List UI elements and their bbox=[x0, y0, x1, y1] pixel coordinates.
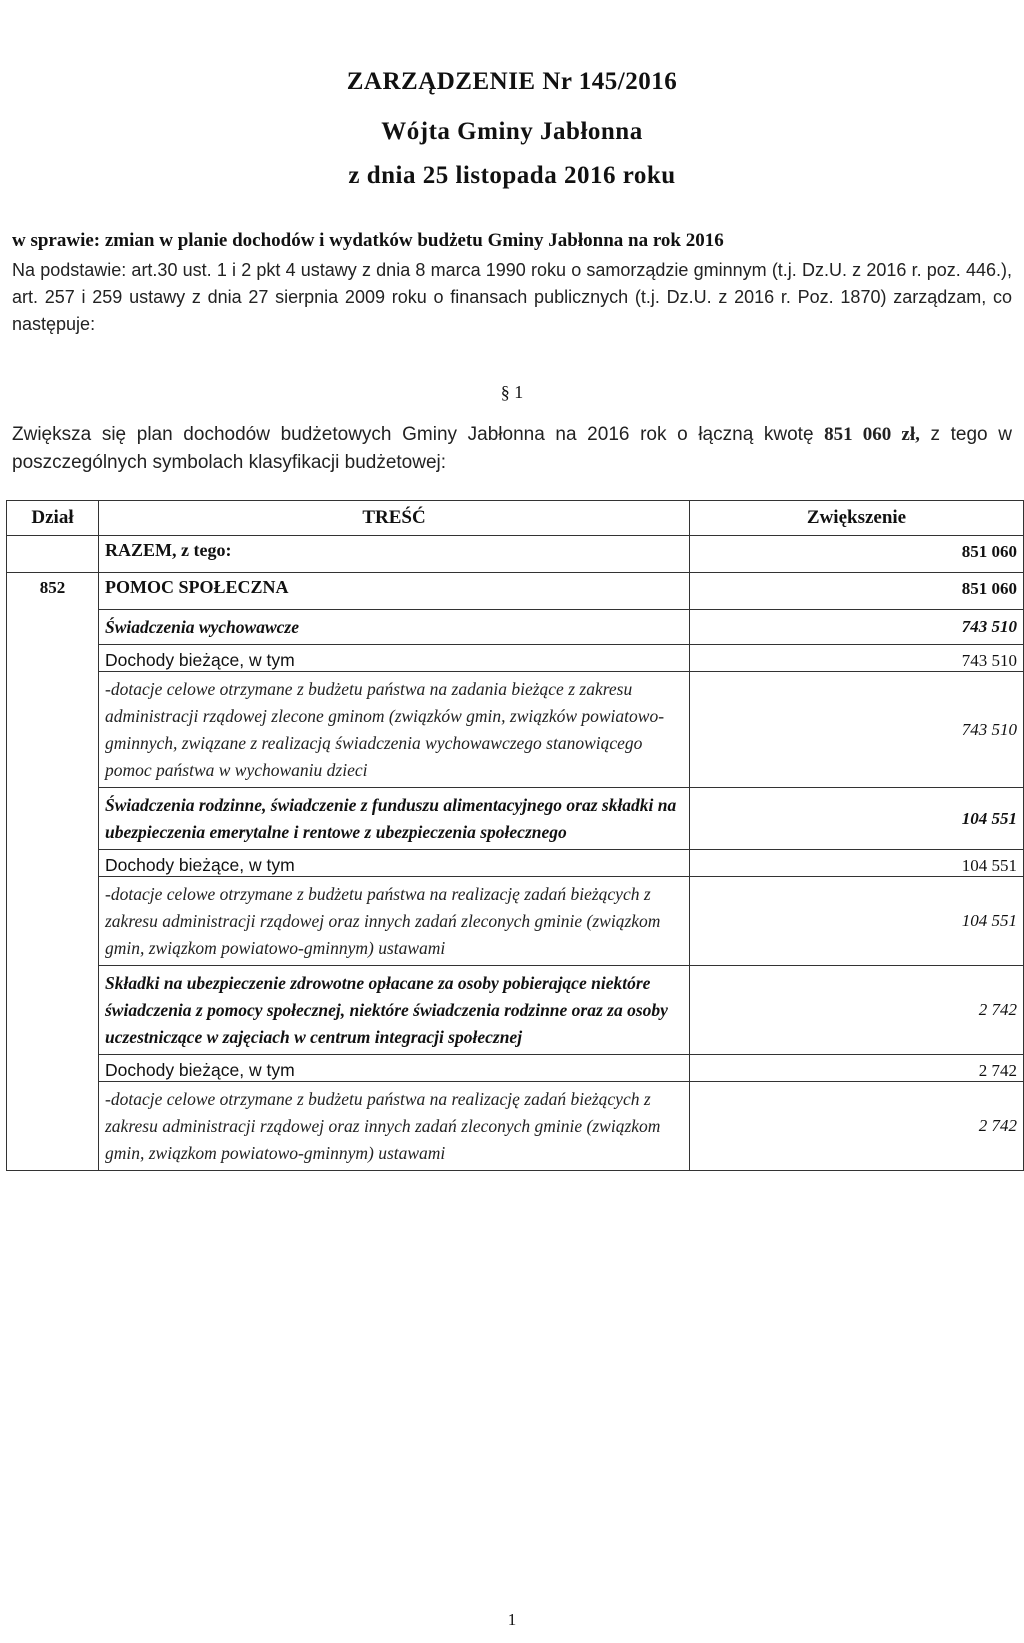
income-value: 104 551 bbox=[690, 850, 1024, 877]
income-label: Dochody bieżące, w tym bbox=[99, 645, 690, 672]
legal-basis: Na podstawie: art.30 ust. 1 i 2 pkt 4 ustawy z dnia 8 marca 1990 roku o samorządzie gminnym (t.j. Dz.U. z 2016 r. poz. 446.), art. 257 i 259 ustawy z dnia 27 sierpnia 2009 roku o finansach publicznych (t.j. Dz.U. z 2016 r. Poz. 1870) zarządzam, co następuje: bbox=[12, 260, 1012, 334]
header-zwiekszenie: Zwiększenie bbox=[690, 501, 1024, 536]
detail-text: -dotacje celowe otrzymane z budżetu państwa na zadania bieżące z zakresu administracji rządowej zlecone gminom (związków gmin, związków powiatowo-gminnych, związane z realizacją świadczenia wychowawczego stanowiącego pomoc państwa w wychowaniu dzieci bbox=[99, 672, 690, 788]
detail-text: -dotacje celowe otrzymane z budżetu państwa na realizację zadań bieżących z zakresu administracji rządowej oraz innych zadań zleconych gminie (związkom gmin, związkom powiatowo-gminnym) ustawami bbox=[99, 1082, 690, 1171]
increase-amount: 851 060 zł, bbox=[824, 424, 920, 445]
header-dzial: Dział bbox=[7, 501, 99, 536]
detail-value: 104 551 bbox=[690, 877, 1024, 966]
section-mark: § 1 bbox=[500, 382, 524, 402]
increase-paragraph bbox=[12, 421, 1012, 477]
group-name: Składki na ubezpieczenie zdrowotne opłacane za osoby pobierające niektóre świadczenia z pomocy społecznej, niektóre świadczenia rodzinne oraz za osoby uczestniczące w zajęciach w centrum integracji społecznej bbox=[99, 966, 690, 1055]
table-row bbox=[7, 1055, 1024, 1082]
total-value: 851 060 bbox=[690, 536, 1024, 573]
table-header-row bbox=[7, 501, 1024, 536]
total-label: RAZEM, z tego: bbox=[99, 536, 690, 573]
dzial-row bbox=[7, 573, 1024, 610]
page-number: 1 bbox=[507, 1610, 517, 1629]
header-tresc: TREŚĆ bbox=[99, 501, 690, 536]
table-row bbox=[7, 672, 1024, 788]
subject-line: w sprawie: zmian w planie dochodów i wydatków budżetu Gminy Jabłonna na rok 2016 bbox=[12, 230, 724, 251]
document-issuer: Wójta Gminy Jabłonna bbox=[381, 118, 643, 145]
total-row bbox=[7, 536, 1024, 573]
table-row bbox=[7, 645, 1024, 672]
income-label: Dochody bieżące, w tym bbox=[99, 850, 690, 877]
table-row bbox=[7, 788, 1024, 850]
detail-value: 2 742 bbox=[690, 1082, 1024, 1171]
increase-text-after: z tego w poszczególnych symbolach klasyfikacji budżetowej: bbox=[12, 424, 1012, 473]
detail-text: -dotacje celowe otrzymane z budżetu państwa na realizację zadań bieżących z zakresu administracji rządowej oraz innych zadań zleconych gminie (związkom gmin, związkom powiatowo-gminnym) ustawami bbox=[99, 877, 690, 966]
group-value: 743 510 bbox=[690, 610, 1024, 645]
dzial-code: 852 bbox=[7, 573, 99, 1171]
detail-value: 743 510 bbox=[690, 672, 1024, 788]
total-dzial-cell bbox=[7, 536, 99, 573]
document-date: z dnia 25 listopada 2016 roku bbox=[348, 162, 676, 189]
group-name: Świadczenia rodzinne, świadczenie z funduszu alimentacyjnego oraz składki na ubezpieczenia emerytalne i rentowe z ubezpieczenia społecznego bbox=[99, 788, 690, 850]
dzial-name: POMOC SPOŁECZNA bbox=[99, 573, 690, 610]
income-value: 2 742 bbox=[690, 1055, 1024, 1082]
income-label: Dochody bieżące, w tym bbox=[99, 1055, 690, 1082]
budget-table bbox=[6, 500, 1024, 1171]
table-row bbox=[7, 1082, 1024, 1171]
table-row bbox=[7, 966, 1024, 1055]
increase-text-before: Zwiększa się plan dochodów budżetowych Gminy Jabłonna na 2016 rok o łączną kwotę bbox=[12, 424, 814, 445]
dzial-value: 851 060 bbox=[690, 573, 1024, 610]
table-row bbox=[7, 877, 1024, 966]
income-value: 743 510 bbox=[690, 645, 1024, 672]
group-name: Świadczenia wychowawcze bbox=[99, 610, 690, 645]
group-value: 104 551 bbox=[690, 788, 1024, 850]
table-row bbox=[7, 610, 1024, 645]
document-title: ZARZĄDZENIE Nr 145/2016 bbox=[346, 68, 678, 95]
group-value: 2 742 bbox=[690, 966, 1024, 1055]
table-row bbox=[7, 850, 1024, 877]
